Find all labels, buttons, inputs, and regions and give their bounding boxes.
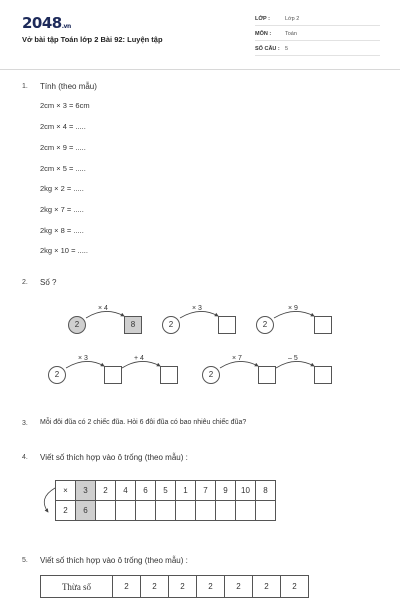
chain-operator: × 3 <box>192 305 202 312</box>
table-row <box>56 501 276 521</box>
chain-operator: + 4 <box>134 355 144 362</box>
row-label: Thừa số <box>41 576 113 598</box>
meta-key: SỐ CÂU : <box>255 46 280 52</box>
chain-operator: × 7 <box>232 355 242 362</box>
table-cell: 2 <box>141 576 169 598</box>
chain-answer-box[interactable] <box>218 316 236 334</box>
table-cell: 2 <box>197 576 225 598</box>
meta-subject-row <box>255 29 380 41</box>
answer-cell[interactable] <box>116 501 136 521</box>
q1-line: 2kg × 10 = ..... <box>40 246 88 255</box>
table-cell: 2 <box>253 576 281 598</box>
meta-value: Lớp 2 <box>285 16 300 22</box>
answer-cell[interactable] <box>96 501 116 521</box>
table-cell: 6 <box>136 481 156 501</box>
answer-cell[interactable] <box>196 501 216 521</box>
meta-key: MÔN : <box>255 31 272 37</box>
chain-start-circle: 2 <box>68 316 86 334</box>
table-cell: 2 <box>281 576 309 598</box>
chain-start-circle: 2 <box>162 316 180 334</box>
q1-line: 2kg × 7 = ..... <box>40 205 84 214</box>
table-cell: 5 <box>156 481 176 501</box>
site-logo[interactable] <box>22 14 71 32</box>
table-cell: 2 <box>96 481 116 501</box>
meta-key: LỚP : <box>255 16 270 22</box>
answer-cell[interactable] <box>236 501 256 521</box>
table-cell: 2 <box>113 576 141 598</box>
multiplication-table <box>55 480 276 521</box>
question-3-number: 3. <box>22 420 28 427</box>
chain-start-circle: 2 <box>202 366 220 384</box>
q1-line: 2cm × 5 = ..... <box>40 164 86 173</box>
question-4-number: 4. <box>22 454 28 461</box>
meta-class-row <box>255 14 380 26</box>
question-3-text: Mỗi đôi đũa có 2 chiếc đũa. Hỏi 6 đôi đũa có bao nhiêu chiếc đũa? <box>40 419 247 426</box>
table-cell: 9 <box>216 481 236 501</box>
answer-cell[interactable] <box>136 501 156 521</box>
logo-text: 2048 <box>22 14 62 32</box>
chain-start-circle: 2 <box>256 316 274 334</box>
table-cell: 3 <box>76 481 96 501</box>
table-cell: 7 <box>196 481 216 501</box>
meta-count-row <box>255 44 380 56</box>
table-cell: × <box>56 481 76 501</box>
q1-line: 2kg × 8 = ..... <box>40 226 84 235</box>
q1-line: 2cm × 4 = ..... <box>40 122 86 131</box>
table-cell: 2 <box>169 576 197 598</box>
question-4-text: Viết số thích hợp vào ô trống (theo mẫu) : <box>40 453 188 462</box>
q1-line: 2cm × 9 = ..... <box>40 143 86 152</box>
meta-value: Toán <box>285 31 297 37</box>
chain-operator: × 9 <box>288 305 298 312</box>
chain-result-box: 8 <box>124 316 142 334</box>
worksheet-header <box>0 0 400 70</box>
answer-cell[interactable] <box>176 501 196 521</box>
factor-table <box>40 575 309 598</box>
table-cell: 10 <box>236 481 256 501</box>
table-cell: 1 <box>176 481 196 501</box>
chain-answer-box[interactable] <box>160 366 178 384</box>
chain-operator: – 5 <box>288 355 298 362</box>
question-5-number: 5. <box>22 557 28 564</box>
table-cell: 2 <box>225 576 253 598</box>
table-cell: 6 <box>76 501 96 521</box>
question-5-text: Viết số thích hợp vào ô trống (theo mẫu) : <box>40 556 188 565</box>
q1-line: 2kg × 2 = ..... <box>40 184 84 193</box>
question-1-number: 1. <box>22 83 28 90</box>
table-cell: 2 <box>56 501 76 521</box>
chain-operator: × 3 <box>78 355 88 362</box>
question-1-text: Tính (theo mẫu) <box>40 82 97 91</box>
answer-cell[interactable] <box>256 501 276 521</box>
meta-value: 5 <box>285 46 289 52</box>
table-cell: 8 <box>256 481 276 501</box>
question-2-text: Số ? <box>40 278 57 287</box>
question-2-number: 2. <box>22 279 28 286</box>
answer-cell[interactable] <box>156 501 176 521</box>
chain-answer-box[interactable] <box>258 366 276 384</box>
chain-operator: × 4 <box>98 305 108 312</box>
chain-start-circle: 2 <box>48 366 66 384</box>
table-row <box>56 481 276 501</box>
logo-suffix: .vn <box>61 23 71 30</box>
table-cell: 4 <box>116 481 136 501</box>
page-title: Vở bài tập Toán lớp 2 Bài 92: Luyện tập <box>22 35 163 44</box>
chain-answer-box[interactable] <box>314 366 332 384</box>
q1-line: 2cm × 3 = 6cm <box>40 101 90 110</box>
chain-answer-box[interactable] <box>314 316 332 334</box>
answer-cell[interactable] <box>216 501 236 521</box>
table-row <box>41 576 309 598</box>
chain-answer-box[interactable] <box>104 366 122 384</box>
